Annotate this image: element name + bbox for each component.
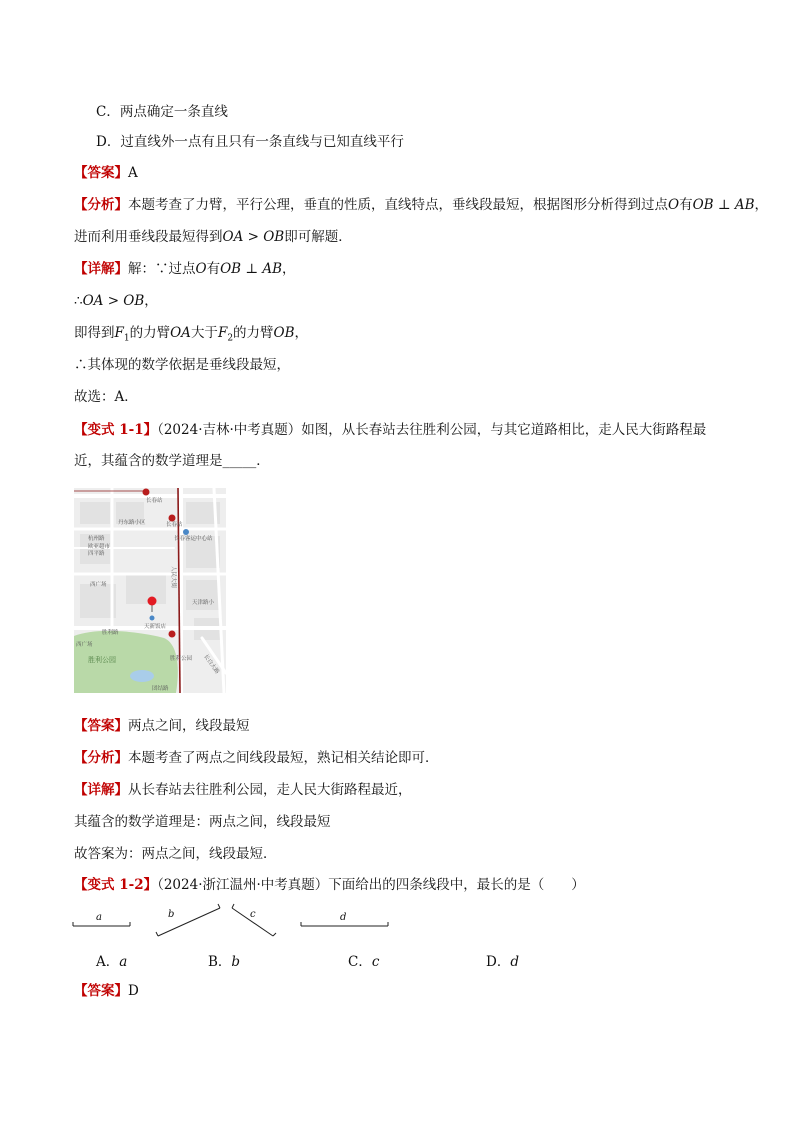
option-label: D． xyxy=(486,954,511,970)
option-label: B． xyxy=(208,954,232,970)
map-label-xiguangchang: 西广场 xyxy=(90,582,107,588)
variant-1-1-line-1 xyxy=(74,420,706,440)
detail-line-5: 故选：A． xyxy=(74,389,138,405)
analysis-text: ， xyxy=(754,197,769,213)
detail-text: 的力臂 xyxy=(129,325,171,341)
therefore-symbol: ∴ xyxy=(74,293,83,309)
v11-answer-line xyxy=(74,716,250,736)
math-f: F xyxy=(217,325,228,341)
option-d2 xyxy=(486,950,519,970)
variant-1-2-line xyxy=(74,875,585,895)
analysis-text: 有 xyxy=(679,197,693,213)
map-label-changchun-top: 长春站 xyxy=(146,498,163,504)
segment-label-a: a xyxy=(96,912,102,923)
v11-detail-line-3: 故答案为：两点之间，线段最短． xyxy=(74,846,277,862)
analysis-line-1 xyxy=(74,195,768,215)
detail-text: 从长春站去往胜利公园，走人民大街路程最近， xyxy=(128,782,412,798)
question-text: 下面给出的四条线段中，最长的是（ ） xyxy=(328,877,585,893)
detail-line-2 xyxy=(74,291,158,311)
analysis-tag: 【分析】 xyxy=(74,750,128,766)
math-oa-gt-ob: OA > OB xyxy=(222,229,285,245)
analysis-text: 本题考查了力臂，平行公理，垂直的性质，直线特点，垂线段最短，根据图形分析得到过点 xyxy=(128,197,668,213)
analysis-text: 即可解题． xyxy=(284,229,352,245)
analysis-text: 本题考查了两点之间线段最短，熟记相关结论即可． xyxy=(128,750,439,766)
detail-text: ， xyxy=(294,325,309,341)
map-label-shengli-park-area: 胜利公园 xyxy=(88,656,116,664)
answer-tag: 【答案】 xyxy=(74,165,128,181)
option-label: A． xyxy=(96,954,120,970)
map-label-changchun-metro: 长春客运中心站 xyxy=(174,536,213,542)
analysis-tag: 【分析】 xyxy=(74,197,128,213)
answer-tag: 【答案】 xyxy=(74,718,128,734)
variant-1-1-line-2: 近，其蕴含的数学道理是_____． xyxy=(74,453,270,469)
map-label-dandong: 丹东路小区 xyxy=(118,520,146,526)
detail-text: 的力臂 xyxy=(233,325,274,341)
math-f: F xyxy=(114,325,124,341)
detail-line-4: ∴其体现的数学依据是垂线段最短， xyxy=(74,357,290,373)
map-label-changbai: 长白大路 xyxy=(202,653,220,676)
analysis-text: 进而利用垂线段最短得到 xyxy=(74,229,223,245)
answer-line xyxy=(74,163,138,183)
detail-text: ， xyxy=(144,293,158,309)
detail-text: 即得到 xyxy=(74,325,115,341)
map-label-guangchang: 西广场 xyxy=(76,642,93,648)
answer-value: 两点之间，线段最短 xyxy=(128,718,250,734)
map-label-renmin: 人民大街 xyxy=(170,566,176,589)
v12-answer-line xyxy=(74,981,139,1001)
analysis-line-2 xyxy=(74,227,352,247)
subscript: 1 xyxy=(123,333,130,344)
option-value: d xyxy=(510,954,519,970)
segment-label-b: b xyxy=(168,909,175,920)
option-value: c xyxy=(371,954,380,970)
detail-text: 有 xyxy=(206,261,221,277)
option-b xyxy=(208,950,240,970)
map-label-hangzhou: 杭州路 xyxy=(88,536,105,542)
city-map xyxy=(74,488,226,693)
segment-label-c: c xyxy=(250,909,256,920)
map-label-changchun-mid: 长春站 xyxy=(166,522,183,528)
v11-detail-line-2: 其蕴含的数学道理是：两点之间，线段最短 xyxy=(74,814,331,830)
detail-text: 解：∵过点 xyxy=(128,261,196,277)
option-c2 xyxy=(348,950,379,970)
detail-tag: 【详解】 xyxy=(74,261,128,277)
map-label-shengli-road: 胜利路 xyxy=(102,630,119,636)
answer-tag: 【答案】 xyxy=(74,983,128,999)
map-label-tuanjie: 团结路 xyxy=(152,686,169,692)
map-label-ouya: 欧亚超市 xyxy=(88,544,111,550)
option-c: C．两点确定一条直线 xyxy=(96,104,228,120)
detail-tag: 【详解】 xyxy=(74,782,128,798)
option-label: C． xyxy=(348,954,372,970)
answer-value: D xyxy=(128,983,139,999)
option-a xyxy=(96,950,127,970)
option-value: b xyxy=(231,954,241,970)
v11-analysis-line xyxy=(74,748,439,768)
math-o: O xyxy=(668,197,680,213)
math-ob-perp-ab: OB ⊥ AB xyxy=(220,261,283,277)
variant-tag: 【变式 1-2】 xyxy=(74,877,158,893)
option-d: D．过直线外一点有且只有一条直线与已知直线平行 xyxy=(96,134,404,150)
detail-line-1 xyxy=(74,259,296,279)
detail-line-3 xyxy=(74,323,308,349)
math-oa-gt-ob: OA > OB xyxy=(82,293,145,309)
detail-text: ， xyxy=(282,261,296,277)
map-label-shengli-park: 胜利公园 xyxy=(170,656,193,662)
math-oa: OA xyxy=(170,325,191,341)
math-ob-perp-ab: OB ⊥ AB xyxy=(692,197,755,213)
map-label-siping: 四平路 xyxy=(88,551,105,557)
map-label-tianxin: 天新饭店 xyxy=(144,624,167,630)
variant-tag: 【变式 1-1】 xyxy=(74,422,158,438)
math-ob: OB xyxy=(273,325,295,341)
question-text: 如图，从长春站去往胜利公园，与其它道路相比，走人民大街路程最 xyxy=(301,422,707,438)
segments-figure xyxy=(70,900,400,948)
segment-label-d: d xyxy=(340,912,347,923)
source: （2024·吉林·中考真题） xyxy=(157,422,302,438)
answer-value: A xyxy=(128,165,138,181)
detail-text: 大于 xyxy=(190,325,218,341)
map-label-tianjin: 天津路小 xyxy=(192,600,215,606)
math-o: O xyxy=(195,261,207,277)
subscript: 2 xyxy=(227,333,234,344)
option-value: a xyxy=(119,954,128,970)
source: （2024·浙江温州·中考真题） xyxy=(157,877,329,893)
v11-detail-line-1 xyxy=(74,780,412,800)
